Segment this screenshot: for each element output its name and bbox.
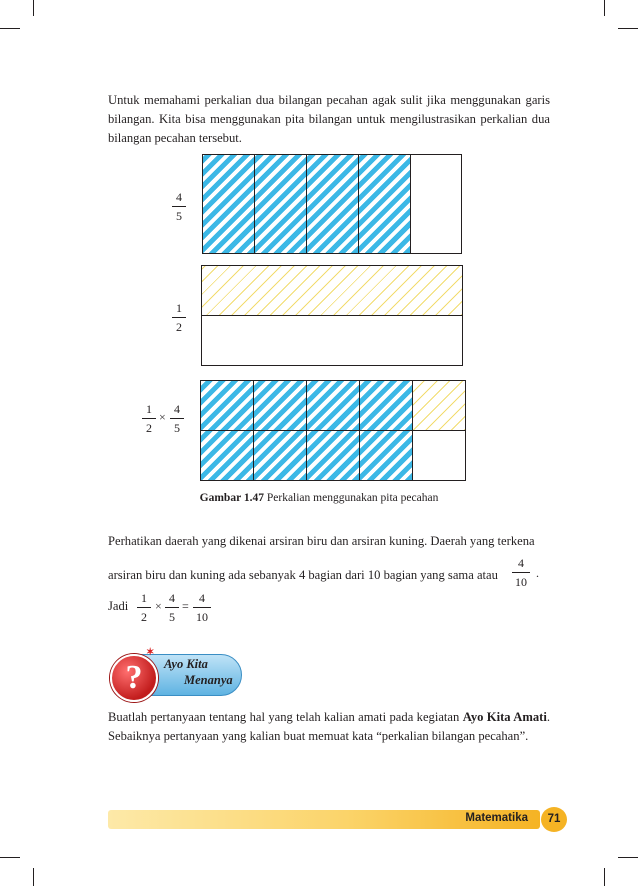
label-fraction-4-5: 4 5 xyxy=(172,190,186,223)
tape-one-half xyxy=(201,265,463,366)
result-frac-b: 4 5 xyxy=(165,591,179,624)
crop-mark xyxy=(618,28,638,29)
crop-mark xyxy=(33,0,34,16)
crop-mark xyxy=(0,857,20,858)
footer-subject: Matematika xyxy=(465,812,528,824)
result-frac-c: 4 10 xyxy=(193,591,211,624)
tape2-part-yellow xyxy=(201,265,463,316)
label-product-b: 4 5 xyxy=(170,402,184,435)
tape3-part xyxy=(253,380,307,431)
task-paragraph: Buatlah pertanyaan tentang hal yang telah kalian amati pada kegiatan Ayo Kita Amati. Sebaiknya pertanyaan yang kalian buat memuat kata “perkalian bilangan pecahan”. xyxy=(108,710,550,743)
tape1-part-empty xyxy=(410,154,462,254)
crop-mark xyxy=(0,28,20,29)
crop-mark xyxy=(618,857,638,858)
tape3-part xyxy=(306,380,360,431)
tape3-part xyxy=(200,380,254,431)
tape3-part xyxy=(200,430,254,481)
figure-caption: Gambar 1.47 Perkalian menggunakan pita pecahan xyxy=(199,492,439,504)
intro-paragraph: Untuk memahami perkalian dua bilangan pecahan agak sulit jika menggunakan garis bilangan. Kita bisa menggunakan pita bilangan untuk mengilustrasikan perkalian dua bilangan pecahan tersebut. xyxy=(108,93,550,145)
result-times: × xyxy=(155,599,162,613)
observe-period: . xyxy=(536,566,539,580)
tape1-part xyxy=(306,154,359,254)
observe-fraction: 4 10 xyxy=(512,556,530,589)
tape1-part xyxy=(358,154,411,254)
page-number: 71 xyxy=(541,807,567,832)
tape-product xyxy=(200,380,466,481)
tape1-part xyxy=(254,154,307,254)
crop-mark xyxy=(33,868,34,886)
question-mark-icon: ? xyxy=(110,654,158,702)
observe-line-2: arsiran biru dan kuning ada sebanyak 4 bagian dari 10 bagian yang sama atau xyxy=(108,568,498,582)
crop-mark xyxy=(604,0,605,16)
tape3-part xyxy=(253,430,307,481)
result-equals: = xyxy=(182,599,189,613)
label-times: × xyxy=(159,410,166,424)
jadi-label: Jadi xyxy=(108,599,129,613)
ayo-title-line-1: Ayo Kita xyxy=(164,657,208,671)
label-product-a: 1 2 xyxy=(142,402,156,435)
tape3-part-empty xyxy=(412,430,466,481)
crop-mark xyxy=(604,868,605,886)
label-fraction-1-2: 1 2 xyxy=(172,301,186,334)
observe-line-1: Perhatikan daerah yang dikenai arsiran biru dan arsiran kuning. Daerah yang terkena xyxy=(108,534,535,548)
spark-icon: ✶ xyxy=(146,647,155,658)
tape1-part xyxy=(202,154,255,254)
tape3-part xyxy=(359,380,413,431)
ayo-title-line-2: Menanya xyxy=(184,673,233,687)
tape-four-fifths xyxy=(202,154,462,254)
tape3-part-yellow xyxy=(412,380,466,431)
tape2-part-empty xyxy=(201,315,463,366)
tape3-part xyxy=(306,430,360,481)
result-frac-a: 1 2 xyxy=(137,591,151,624)
tape3-part xyxy=(359,430,413,481)
